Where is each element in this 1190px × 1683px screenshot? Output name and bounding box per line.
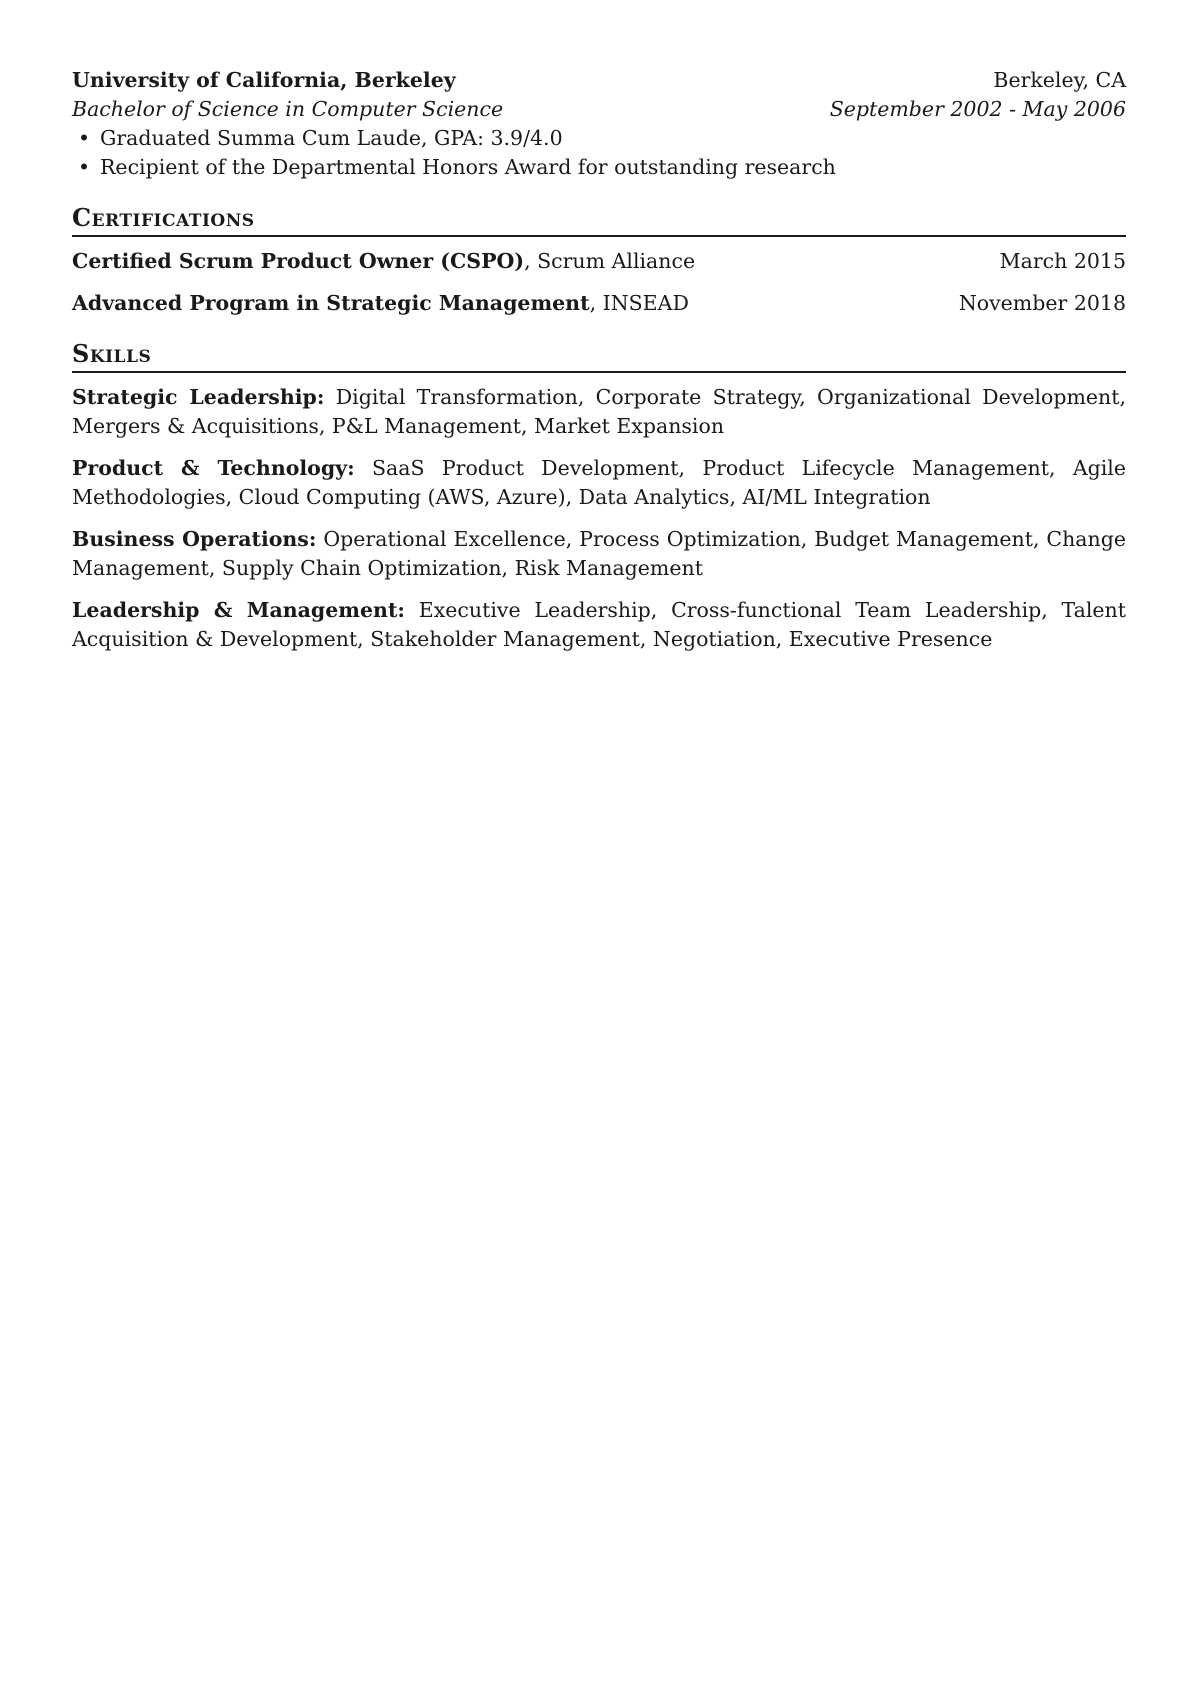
- certification-item: [72, 247, 1126, 276]
- skill-category-label: Business Operations:: [72, 527, 317, 551]
- skill-category: [72, 525, 1126, 583]
- certification-name: Certified Scrum Product Owner (CSPO): [72, 249, 525, 273]
- skills-heading: Skills: [72, 338, 1126, 373]
- resume-page: [72, 66, 1126, 654]
- skill-category: [72, 596, 1126, 654]
- education-bullets: [72, 124, 1126, 182]
- certification-date: March 2015: [999, 249, 1126, 273]
- skill-category-text: SaaS Product Development, Product Lifecycle Management, Agile Methodologies, Cloud Computing (AWS, Azure), Data Analytics, AI/ML Integration: [72, 456, 1126, 509]
- education-entry: [72, 66, 1126, 182]
- skill-category-label: Leadership & Management:: [72, 598, 405, 622]
- skill-category-label: Product & Technology:: [72, 456, 355, 480]
- certification-title: [72, 247, 695, 276]
- institution-name: University of California, Berkeley: [72, 68, 456, 92]
- skill-category-label: Strategic Leadership:: [72, 385, 325, 409]
- education-bullet: • Graduated Summa Cum Laude, GPA: 3.9/4.0: [72, 124, 1126, 153]
- institution-location: Berkeley, CA: [993, 68, 1126, 92]
- skill-category-text: Operational Excellence, Process Optimization, Budget Management, Change Management, Supply Chain Optimization, Risk Management: [72, 527, 1126, 580]
- certification-date: November 2018: [958, 291, 1126, 315]
- skill-category: [72, 454, 1126, 512]
- certification-issuer: , Scrum Alliance: [524, 249, 696, 273]
- certification-title: [72, 289, 689, 318]
- certification-name: Advanced Program in Strategic Management: [72, 291, 590, 315]
- certification-item: [72, 289, 1126, 318]
- skill-category-text: Digital Transformation, Corporate Strategy, Organizational Development, Mergers & Acquisitions, P&L Management, Market Expansion: [72, 385, 1127, 438]
- education-dates: September 2002 - May 2006: [829, 97, 1126, 121]
- certification-issuer: , INSEAD: [589, 291, 689, 315]
- skills-list: [72, 383, 1126, 654]
- skill-category-text: Executive Leadership, Cross-functional Team Leadership, Talent Acquisition & Development, Stakeholder Management, Negotiation, Executive Presence: [72, 598, 1126, 651]
- skill-category: [72, 383, 1126, 441]
- education-bullet: • Recipient of the Departmental Honors Award for outstanding research: [72, 153, 1126, 182]
- degree-title: Bachelor of Science in Computer Science: [72, 97, 504, 121]
- certifications-list: [72, 247, 1126, 318]
- education-header-row: [72, 66, 1126, 95]
- certifications-heading: Certifications: [72, 202, 1126, 237]
- education-degree-row: [72, 95, 1126, 124]
